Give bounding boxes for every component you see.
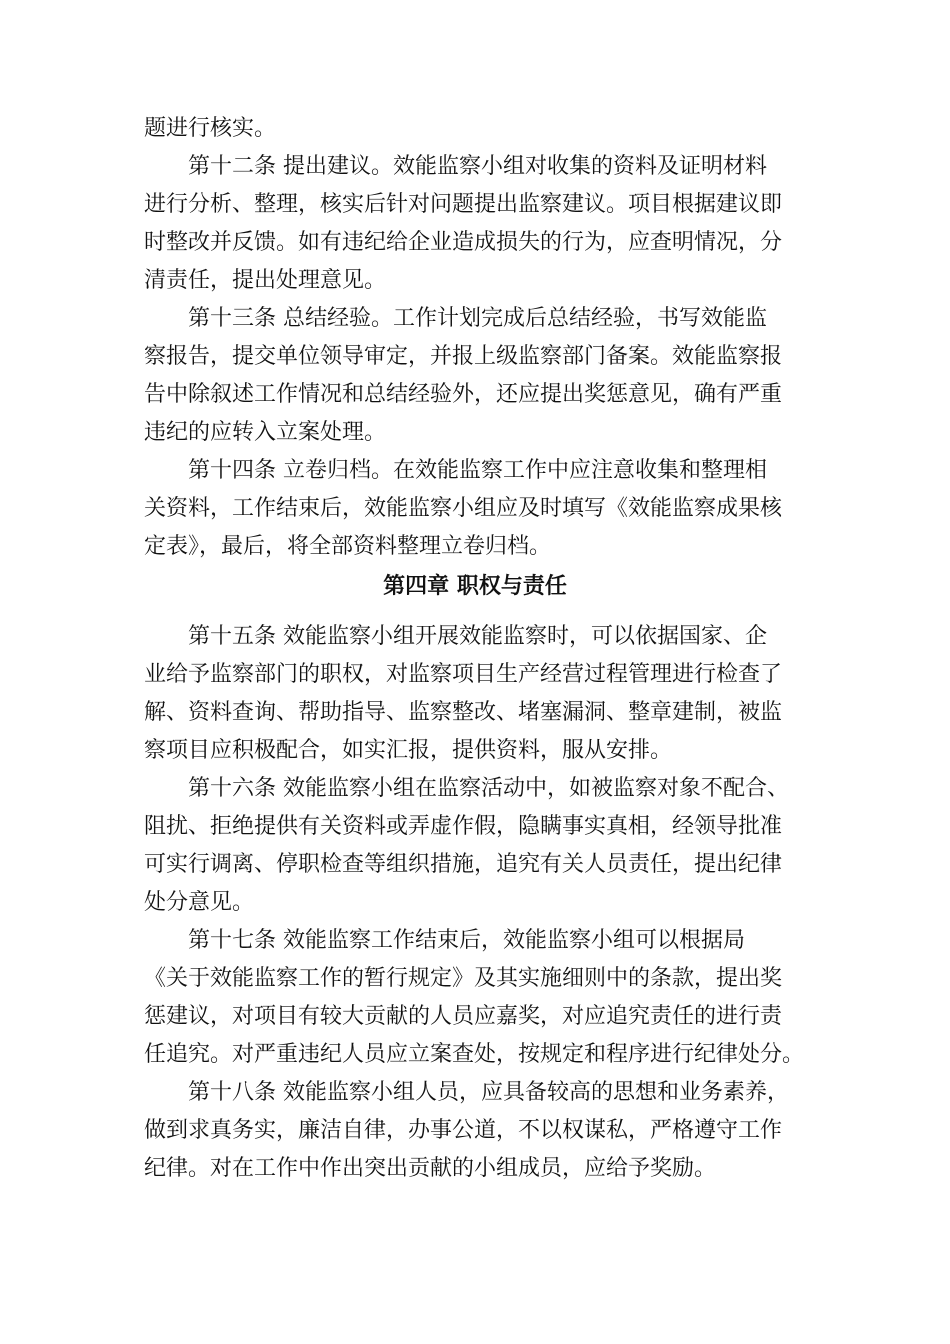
article-18-line-2: 做到求真务实，廉洁自律，办事公道，不以权谋私，严格遵守工作 [144,1118,783,1143]
article-17-line-4: 任追究。对严重违纪人员应立案查处，按规定和程序进行纪律处分。 [144,1042,805,1067]
article-16-line-3: 可实行调离、停职检查等组织措施，追究有关人员责任，提出纪律 [144,852,783,877]
article-13-line-2: 察报告，提交单位领导审定，并报上级监察部门备案。效能监察报 [144,344,783,369]
chapter-heading: 第四章 职权与责任 [383,574,567,599]
article-15-line-1: 第十五条 效能监察小组开展效能监察时，可以依据国家、企 [188,624,767,649]
article-13-line-4: 违纪的应转入立案处理。 [144,420,387,445]
article-17-line-3: 惩建议，对项目有较大贡献的人员应嘉奖，对应追究责任的进行责 [144,1004,783,1029]
article-14-line-3: 定表》，最后，将全部资料整理立卷归档。 [144,534,552,559]
article-16-line-4: 处分意见。 [144,890,255,915]
article-16-line-2: 阻扰、拒绝提供有关资料或弄虚作假，隐瞒事实真相，经领导批准 [144,814,783,839]
article-15-line-3: 解、资料查询、帮助指导、监察整改、堵塞漏洞、整章建制，被监 [144,700,783,725]
article-12-line-2: 进行分析、整理，核实后针对问题提出监察建议。项目根据建议即 [144,192,783,217]
article-15-line-2: 业给予监察部门的职权，对监察项目生产经营过程管理进行检查了 [144,662,783,687]
article-18-line-1: 第十八条 效能监察小组人员，应具备较高的思想和业务素养， [188,1080,789,1105]
article-18-line-3: 纪律。对在工作中作出突出贡献的小组成员，应给予奖励。 [144,1156,717,1181]
article-17-line-1: 第十七条 效能监察工作结束后，效能监察小组可以根据局 [188,928,745,953]
article-14-line-1: 第十四条 立卷归档。在效能监察工作中应注意收集和整理相 [188,458,767,483]
article-14-line-2: 关资料，工作结束后，效能监察小组应及时填写《效能监察成果核 [144,496,783,521]
continuation-line: 题进行核实。 [144,116,277,141]
article-16-line-1: 第十六条 效能监察小组在监察活动中，如被监察对象不配合、 [188,776,789,801]
article-12-line-4: 清责任，提出处理意见。 [144,268,387,293]
article-13-line-3: 告中除叙述工作情况和总结经验外，还应提出奖惩意见，确有严重 [144,382,783,407]
article-12-line-1: 第十二条 提出建议。效能监察小组对收集的资料及证明材料 [188,154,767,179]
article-17-line-2: 《关于效能监察工作的暂行规定》及其实施细则中的条款，提出奖 [144,966,783,991]
article-12-line-3: 时整改并反馈。如有违纪给企业造成损失的行为，应查明情况，分 [144,230,783,255]
article-15-line-4: 察项目应积极配合，如实汇报，提供资料，服从安排。 [144,738,673,763]
article-13-line-1: 第十三条 总结经验。工作计划完成后总结经验，书写效能监 [188,306,767,331]
